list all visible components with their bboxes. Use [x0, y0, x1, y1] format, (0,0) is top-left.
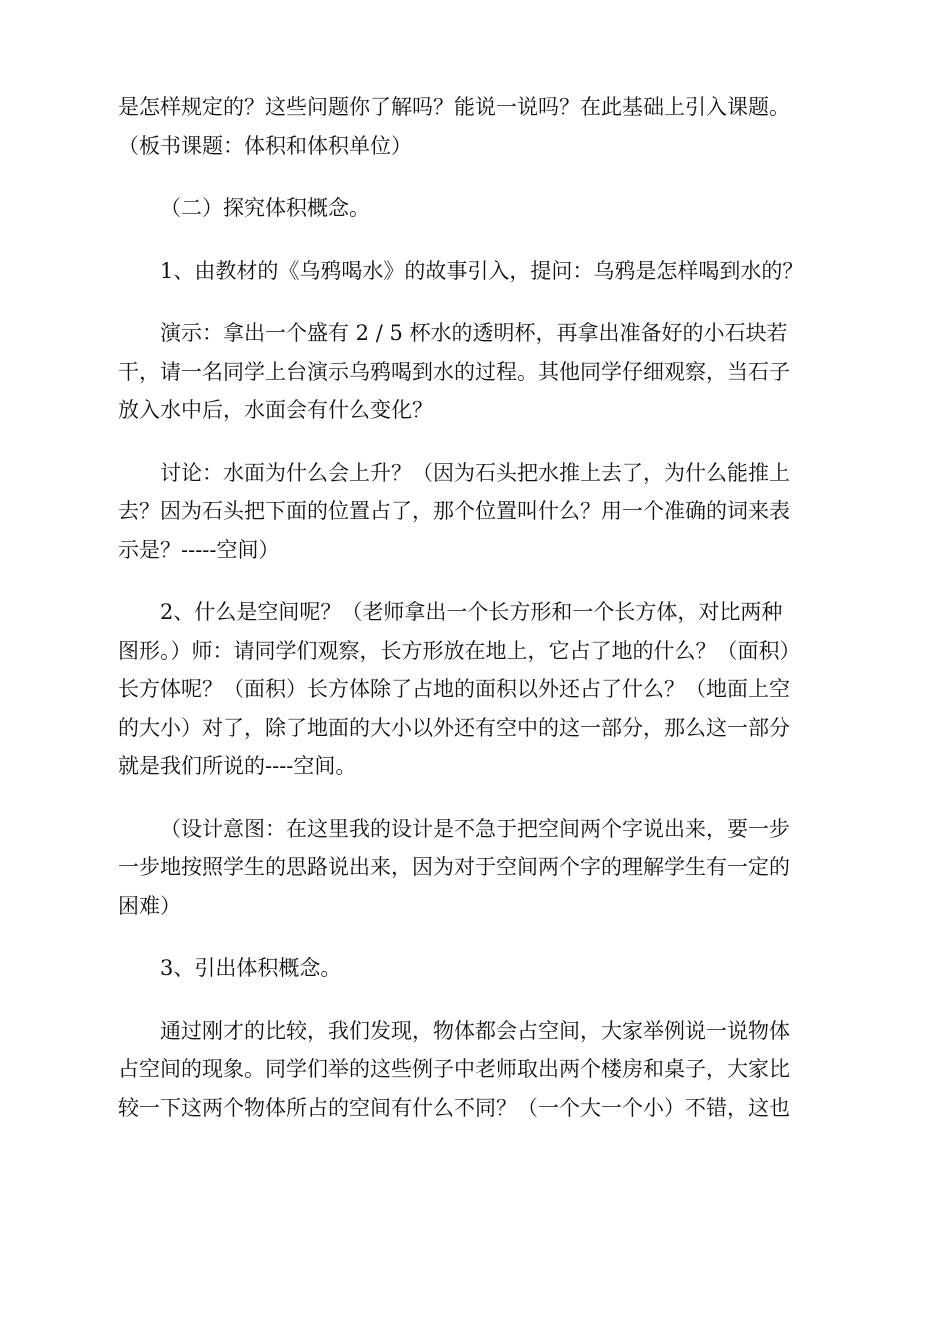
text-line: 较一下这两个物体所占的空间有什么不同？（一个大一个小）不错，这也 — [118, 1095, 790, 1120]
text-line: 一步地按照学生的思路说出来，因为对于空间两个字的理解学生有一定的 — [118, 855, 790, 879]
document-page — [118, 88, 838, 1127]
text-line: （板书课题：体积和体积单位） — [118, 133, 412, 158]
text-line: （设计意图：在这里我的设计是不急于把空间两个字说出来，要一步 — [160, 816, 790, 841]
text-line: 1、由教材的《乌鸦喝水》的故事引入，提问：乌鸦是怎样喝到水的？ — [160, 258, 804, 283]
paragraph-step-3 — [118, 949, 838, 988]
text-line: 3、引出体积概念。 — [160, 956, 342, 980]
text-line: 去？因为石头把下面的位置占了，那个位置叫什么？用一个准确的词来表 — [118, 499, 790, 523]
paragraph-demonstration — [118, 314, 838, 430]
text-line: 通过刚才的比较，我们发现，物体都会占空间，大家举例说一说物体 — [160, 1018, 790, 1043]
text-line: 演示：拿出一个盛有 2 / 5 杯水的透明杯，再拿出准备好的小石块若 — [160, 321, 788, 345]
section-heading — [118, 189, 838, 228]
text-line: 示是？-----空间） — [118, 537, 280, 562]
paragraph-design-intent — [118, 810, 838, 926]
text-line: 讨论：水面为什么会上升？（因为石头把水推上去了，为什么能推上 — [160, 460, 790, 485]
text-line: 困难） — [118, 893, 181, 918]
paragraph-step-2 — [118, 593, 838, 786]
text-line: 占空间的现象。同学们举的这些例子中老师取出两个楼房和桌子，大家比 — [118, 1057, 790, 1081]
paragraph-step-1 — [118, 252, 838, 291]
text-line: 干，请一名同学上台演示乌鸦喝到水的过程。其他同学仔细观察，当石子 — [118, 359, 790, 384]
paragraph-intro — [118, 88, 838, 165]
text-line: 放入水中后，水面会有什么变化？ — [118, 398, 433, 422]
paragraph-comparison — [118, 1012, 838, 1128]
text-line: 就是我们所说的----空间。 — [118, 754, 357, 778]
text-line: 长方体呢？（面积）长方体除了占地的面积以外还占了什么？（地面上空 — [118, 677, 790, 701]
text-line: 的大小）对了，除了地面的大小以外还有空中的这一部分，那么这一部分 — [118, 715, 790, 740]
paragraph-discussion — [118, 454, 838, 570]
text-line: 图形。）师：请同学们观察，长方形放在地上，它占了地的什么？（面积） — [118, 638, 801, 663]
text-line: 是怎样规定的？这些问题你了解吗？能说一说吗？在此基础上引入课题。 — [118, 95, 790, 119]
text-line: （二）探究体积概念。 — [160, 196, 370, 220]
text-line: 2、什么是空间呢？（老师拿出一个长方形和一个长方体，对比两种 — [160, 600, 783, 624]
